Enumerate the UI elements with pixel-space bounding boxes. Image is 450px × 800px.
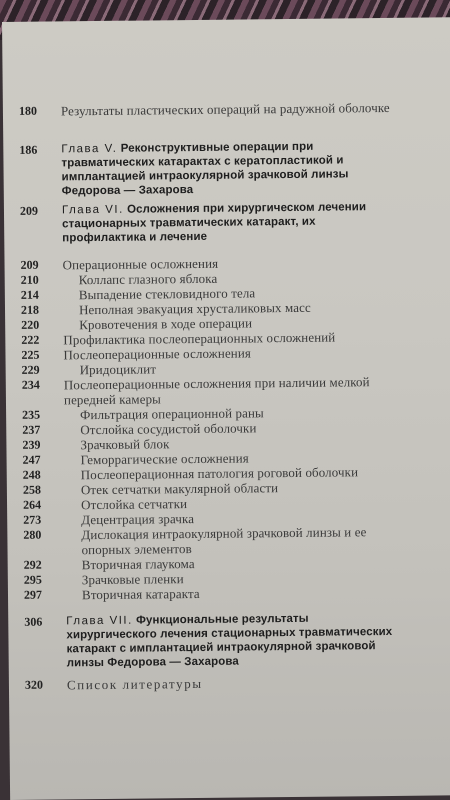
page-number: 239 <box>22 437 41 452</box>
entry-text: Фильтрация операционной раны <box>80 405 264 423</box>
page-number: 247 <box>22 452 41 467</box>
page-number: 273 <box>23 512 42 527</box>
entry-text: Операционные осложнения <box>62 255 219 273</box>
page-number: 235 <box>22 407 41 422</box>
page-number: 295 <box>23 572 42 587</box>
page-number: 258 <box>22 482 41 497</box>
entry-text: Профилактика послеоперационных осложнений <box>63 329 336 348</box>
chapter-title: Осложнения при хирургическом лечении стационарных травматических катаракт, их профилактика и лечение <box>62 201 367 245</box>
chapter-label: Глава V. <box>61 142 118 156</box>
entry-text: Вторичная катаракта <box>81 585 200 603</box>
toc-entry <box>3 99 443 119</box>
page-number: 264 <box>22 497 42 512</box>
page-number: 280 <box>23 527 42 542</box>
toc-entry <box>3 138 443 198</box>
entry-text: Отек сетчатки макулярной области <box>80 480 279 498</box>
page-number: 306 <box>24 614 43 629</box>
chapter-heading <box>62 200 397 246</box>
chapter-heading <box>66 611 402 671</box>
toc-entry <box>9 673 449 693</box>
page-number: 220 <box>21 317 40 332</box>
entry-text: Отслойка сосудистой оболочки <box>80 420 257 438</box>
page-number: 320 <box>24 677 44 692</box>
chapter-label: Глава VI. <box>61 203 124 217</box>
toc-entry <box>8 610 448 670</box>
entry-text: Неполная эвакуация хрусталиковых масс <box>78 299 311 318</box>
entry-text: Кровотечения в ходе операции <box>79 315 253 333</box>
page-number: 210 <box>20 272 39 287</box>
page-number: 209 <box>20 257 39 272</box>
page-number: 237 <box>22 422 41 437</box>
entry-text: Послеоперационные осложнения <box>63 345 252 363</box>
entry-text: Дислокация интраокулярной зрачковой линзы и ее опорных элементов <box>81 524 367 558</box>
entry-text: Результаты пластических операций на радужной оболочке <box>60 99 390 119</box>
book-page <box>2 17 450 800</box>
entry-text: Отслойка сетчатки <box>80 496 188 513</box>
entry-text: Зрачковые пленки <box>81 571 184 588</box>
page-number: 218 <box>20 302 40 317</box>
page-number: 214 <box>20 287 39 302</box>
entry-text: Список литературы <box>66 675 203 693</box>
entry-text: Зрачковый блок <box>80 436 170 453</box>
page-number: 222 <box>21 332 40 347</box>
toc-entry <box>4 253 444 273</box>
page-number: 186 <box>19 142 38 157</box>
page-number: 292 <box>23 557 42 572</box>
chapter-label: Глава VII. <box>66 614 133 628</box>
entry-text: Геморрагические осложнения <box>80 450 249 468</box>
page-number: 297 <box>23 587 43 602</box>
entry-text: Послеоперационная патология роговой оболочки <box>80 464 359 483</box>
page-number: 180 <box>18 103 38 118</box>
entry-text: Послеоперационные осложнения при наличии мелкой передней камеры <box>63 374 370 408</box>
chapter-title: Функциональные результаты хирургического лечения стационарных травматических катаракт с имплантацией интраокулярной зрачковой линзы Федорова — Захарова <box>66 612 393 670</box>
page-number: 248 <box>22 467 41 482</box>
entry-text: Иридоциклит <box>79 361 157 378</box>
chapter-title: Реконструктивные операции при травматических катарактах с кератопластикой и имплантацией интраокулярной зрачковой линзы Федорова — Захарова <box>61 140 349 198</box>
toc-entry <box>4 199 444 245</box>
page-number: 229 <box>21 362 40 377</box>
page-number: 209 <box>19 203 39 218</box>
entry-text: Выпадение стекловидного тела <box>78 285 256 303</box>
page-number: 234 <box>21 377 40 392</box>
entry-text: Коллапс глазного яблока <box>78 270 218 288</box>
entry-text: Децентрация зрачка <box>81 511 195 528</box>
entry-text: Вторичная глаукома <box>81 556 195 573</box>
page-number: 225 <box>21 347 40 362</box>
chapter-heading <box>61 139 397 199</box>
